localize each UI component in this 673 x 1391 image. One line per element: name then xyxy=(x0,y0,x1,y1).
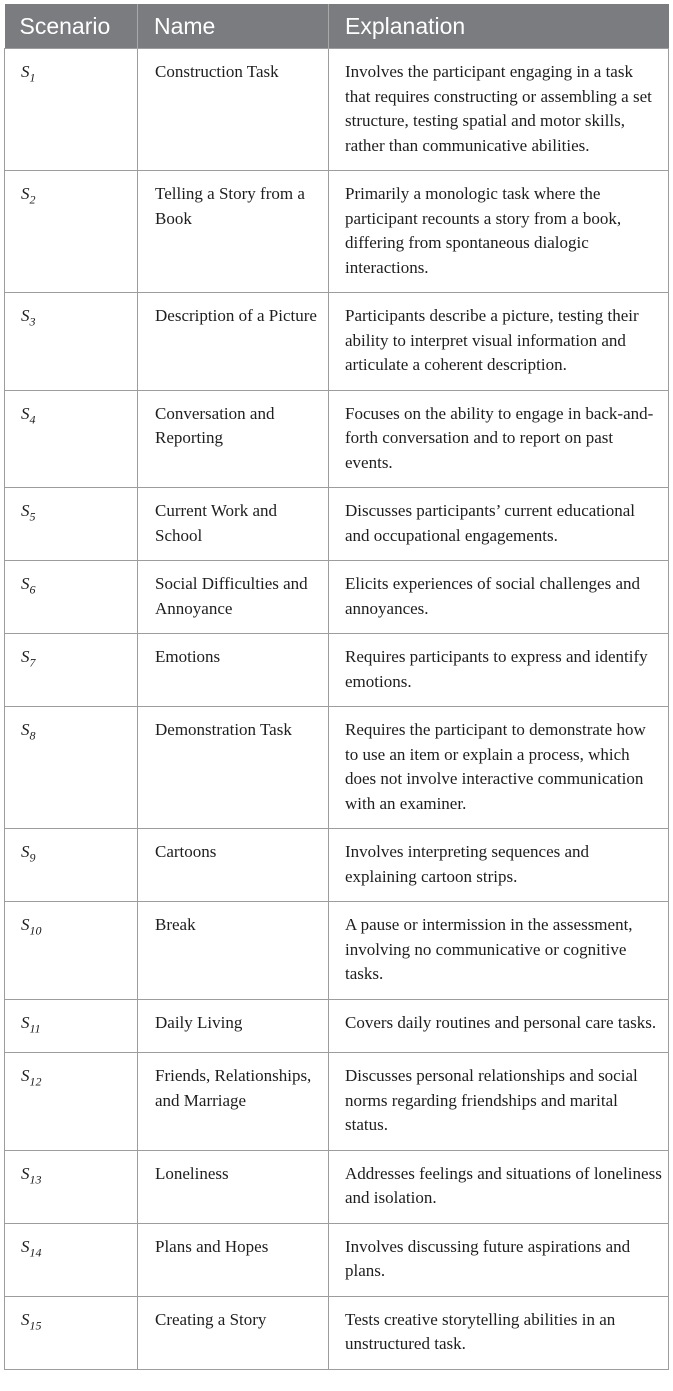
name-cell: Conversation and Reporting xyxy=(138,390,329,488)
scenario-index: 1 xyxy=(29,70,36,85)
scenario-index: 12 xyxy=(29,1074,42,1089)
scenario-index: 4 xyxy=(29,411,36,426)
explanation-cell: Involves interpreting sequences and explaining cartoon strips. xyxy=(329,829,669,902)
scenario-table xyxy=(4,4,669,1370)
explanation-cell: Covers daily routines and personal care tasks. xyxy=(329,999,669,1053)
explanation-cell: Involves the participant engaging in a task that requires constructing or assembling a set structure, testing spatial and motor skills, rather than communicative abilities. xyxy=(329,49,669,171)
header-scenario: Scenario xyxy=(5,4,138,49)
table-body xyxy=(5,49,669,1370)
table-row xyxy=(5,390,669,488)
header-explanation: Explanation xyxy=(329,4,669,49)
table-row xyxy=(5,1150,669,1223)
table-row xyxy=(5,1053,669,1151)
table-row xyxy=(5,829,669,902)
explanation-cell: A pause or intermission in the assessment, involving no communicative or cognitive tasks. xyxy=(329,902,669,1000)
explanation-cell: Elicits experiences of social challenges and annoyances. xyxy=(329,561,669,634)
scenario-letter: S xyxy=(21,720,30,739)
scenario-index: 9 xyxy=(29,850,36,865)
scenario-letter: S xyxy=(21,1012,30,1032)
name-cell: Telling a Story from a Book xyxy=(138,171,329,293)
scenario-cell xyxy=(5,634,138,707)
scenario-index: 2 xyxy=(29,192,36,207)
scenario-index: 5 xyxy=(29,509,36,524)
name-cell: Plans and Hopes xyxy=(138,1223,329,1296)
table-row xyxy=(5,707,669,829)
explanation-cell: Discusses personal relationships and social norms regarding friendships and marital status. xyxy=(329,1053,669,1151)
scenario-cell xyxy=(5,707,138,829)
scenario-index: 8 xyxy=(29,728,36,743)
scenario-index: 14 xyxy=(29,1245,42,1260)
explanation-cell: Tests creative storytelling abilities in an unstructured task. xyxy=(329,1296,669,1369)
name-cell: Description of a Picture xyxy=(138,293,329,391)
name-cell: Break xyxy=(138,902,329,1000)
scenario-letter: S xyxy=(21,915,30,934)
scenario-cell xyxy=(5,49,138,171)
name-cell: Loneliness xyxy=(138,1150,329,1223)
scenario-letter: S xyxy=(21,306,30,325)
name-cell: Current Work and School xyxy=(138,488,329,561)
scenario-cell xyxy=(5,1150,138,1223)
table-row xyxy=(5,49,669,171)
header-row xyxy=(5,4,669,49)
table-header xyxy=(5,4,669,49)
scenario-letter: S xyxy=(21,1236,30,1256)
scenario-letter: S xyxy=(21,1309,30,1329)
scenario-cell xyxy=(5,999,138,1053)
scenario-cell xyxy=(5,488,138,561)
scenario-cell xyxy=(5,171,138,293)
explanation-cell: Focuses on the ability to engage in back-and-forth conversation and to report on past events. xyxy=(329,390,669,488)
table-row xyxy=(5,634,669,707)
name-cell: Creating a Story xyxy=(138,1296,329,1369)
table-row xyxy=(5,171,669,293)
table-row xyxy=(5,561,669,634)
explanation-cell: Addresses feelings and situations of loneliness and isolation. xyxy=(329,1150,669,1223)
scenario-index: 13 xyxy=(29,1172,42,1187)
table-row xyxy=(5,488,669,561)
scenario-index: 3 xyxy=(29,314,36,329)
scenario-index: 7 xyxy=(29,655,36,670)
explanation-cell: Requires participants to express and identify emotions. xyxy=(329,634,669,707)
table-row xyxy=(5,999,669,1053)
scenario-cell xyxy=(5,293,138,391)
explanation-cell: Involves discussing future aspirations and plans. xyxy=(329,1223,669,1296)
name-cell: Social Difficulties and Annoyance xyxy=(138,561,329,634)
scenario-letter: S xyxy=(21,403,30,423)
explanation-cell: Primarily a monologic task where the participant recounts a story from a book, differing from spontaneous dialogic interactions. xyxy=(329,171,669,293)
table-row xyxy=(5,902,669,1000)
name-cell: Friends, Relationships, and Marriage xyxy=(138,1053,329,1151)
name-cell: Daily Living xyxy=(138,999,329,1053)
scenario-cell xyxy=(5,829,138,902)
table-row xyxy=(5,1296,669,1369)
scenario-cell xyxy=(5,561,138,634)
explanation-cell: Discusses participants’ current educational and occupational engagements. xyxy=(329,488,669,561)
name-cell: Cartoons xyxy=(138,829,329,902)
scenario-index: 15 xyxy=(29,1318,42,1333)
scenario-cell xyxy=(5,1223,138,1296)
explanation-cell: Requires the participant to demonstrate how to use an item or explain a process, which does not involve interactive communication with an examiner. xyxy=(329,707,669,829)
scenario-letter: S xyxy=(21,62,30,81)
scenario-cell xyxy=(5,390,138,488)
scenario-cell xyxy=(5,1053,138,1151)
scenario-cell xyxy=(5,902,138,1000)
scenario-letter: S xyxy=(21,574,30,593)
scenario-letter: S xyxy=(21,184,30,203)
scenario-letter: S xyxy=(21,1163,30,1183)
scenario-cell xyxy=(5,1296,138,1369)
table-row xyxy=(5,293,669,391)
scenario-index: 11 xyxy=(29,1020,41,1035)
scenario-letter: S xyxy=(21,1066,30,1086)
explanation-cell: Participants describe a picture, testing their ability to interpret visual information and articulate a coherent description. xyxy=(329,293,669,391)
name-cell: Demonstration Task xyxy=(138,707,329,829)
scenario-index: 6 xyxy=(29,582,36,597)
scenario-index: 10 xyxy=(29,923,42,938)
name-cell: Construction Task xyxy=(138,49,329,171)
name-cell: Emotions xyxy=(138,634,329,707)
scenario-letter: S xyxy=(21,647,30,666)
scenario-letter: S xyxy=(21,842,30,861)
header-name: Name xyxy=(138,4,329,49)
table-row xyxy=(5,1223,669,1296)
scenario-letter: S xyxy=(21,501,30,520)
